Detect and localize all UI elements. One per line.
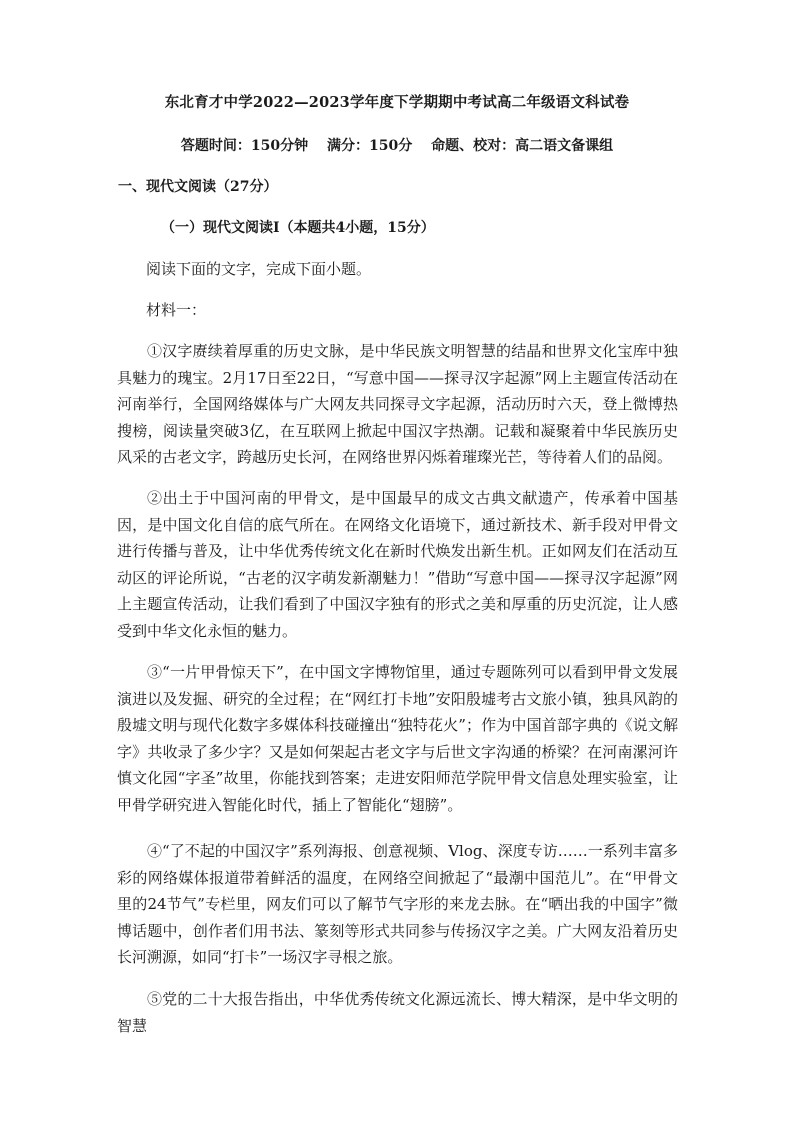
material-label: 材料一： bbox=[146, 301, 207, 319]
exam-title: 东北育才中学2022—2023学年度下学期期中考试高二年级语文科试卷 bbox=[164, 94, 630, 111]
paragraph-2: ②出土于中国河南的甲骨文，是中国最早的成文古典文献遗产，传承着中国基因，是中国文化自信的底气所在。在网络文化语境下，通过新技术、新手段对甲骨文进行传播与普及，让中华优秀传统文化在新时代焕发出新生机。正如网友们在活动互动区的评论所说，“古老的汉字萌发新潮魅力！”借助“写意中国——探寻汉字起源”网上主题宣传活动，让我们看到了中国汉字独有的形式之美和厚重的历史沉淀，让人感受到中华文化永恒的魅力。 bbox=[117, 489, 678, 640]
instruction-text: 阅读下面的文字，完成下面小题。 bbox=[146, 260, 372, 278]
paragraph-1: ①汉字赓续着厚重的历史文脉，是中华民族文明智慧的结晶和世界文化宝库中独具魅力的瑰宝。2月17日至22日，“写意中国——探寻汉字起源”网上主题宣传活动在河南举行，全国网络媒体与广大网友共同探寻文字起源，活动历时六天，登上微博热搜榜，阅读量突破3亿，在互联网上掀起中国汉字热潮。记载和凝聚着中华民族历史风采的古老文字，跨越历史长河，在网络世界闪烁着璀璨光芒，等待着人们的品阅。 bbox=[117, 342, 678, 466]
paragraph-5: ⑤党的二十大报告指出，中华优秀传统文化源远流长、博大精深，是中华文明的智慧 bbox=[117, 990, 678, 1035]
subsection-heading: （一）现代文阅读Ⅰ（本题共4小题，15分） bbox=[161, 220, 435, 236]
section-heading: 一、现代文阅读（27分） bbox=[118, 179, 278, 195]
exam-info-line: 答题时间：150分钟 满分：150分 命题、校对：高二语文备课组 bbox=[180, 138, 614, 154]
paragraph-3: ③“一片甲骨惊天下”，在中国文字博物馆里，通过专题陈列可以看到甲骨文发展演进以及发掘、研究的全过程；在“网红打卡地”安阳殷墟考古文旅小镇，独具风韵的殷墟文明与现代化数字多媒体科技碰撞出“独特花火”；作为中国首部字典的《说文解字》共收录了多少字？又是如何架起古老文字与后世文字沟通的桥梁？在河南漯河许慎文化园“字圣”故里，你能找到答案；走进安阳师范学院甲骨文信息处理实验室，让甲骨学研究进入智能化时代，插上了智能化“翅膀”。 bbox=[117, 663, 678, 814]
paragraph-4: ④“了不起的中国汉字”系列海报、创意视频、Vlog、深度专访……一系列丰富多彩的网络媒体报道带着鲜活的温度，在网络空间掀起了“最潮中国范儿”。在“甲骨文里的24节气”专栏里，网友们可以了解节气字形的来龙去脉。在“晒出我的中国字”微博话题中，创作者们用书法、篆刻等形式共同参与传扬汉字之美。广大网友沿着历史长河溯源，如同“打卡”一场汉字寻根之旅。 bbox=[117, 842, 678, 966]
